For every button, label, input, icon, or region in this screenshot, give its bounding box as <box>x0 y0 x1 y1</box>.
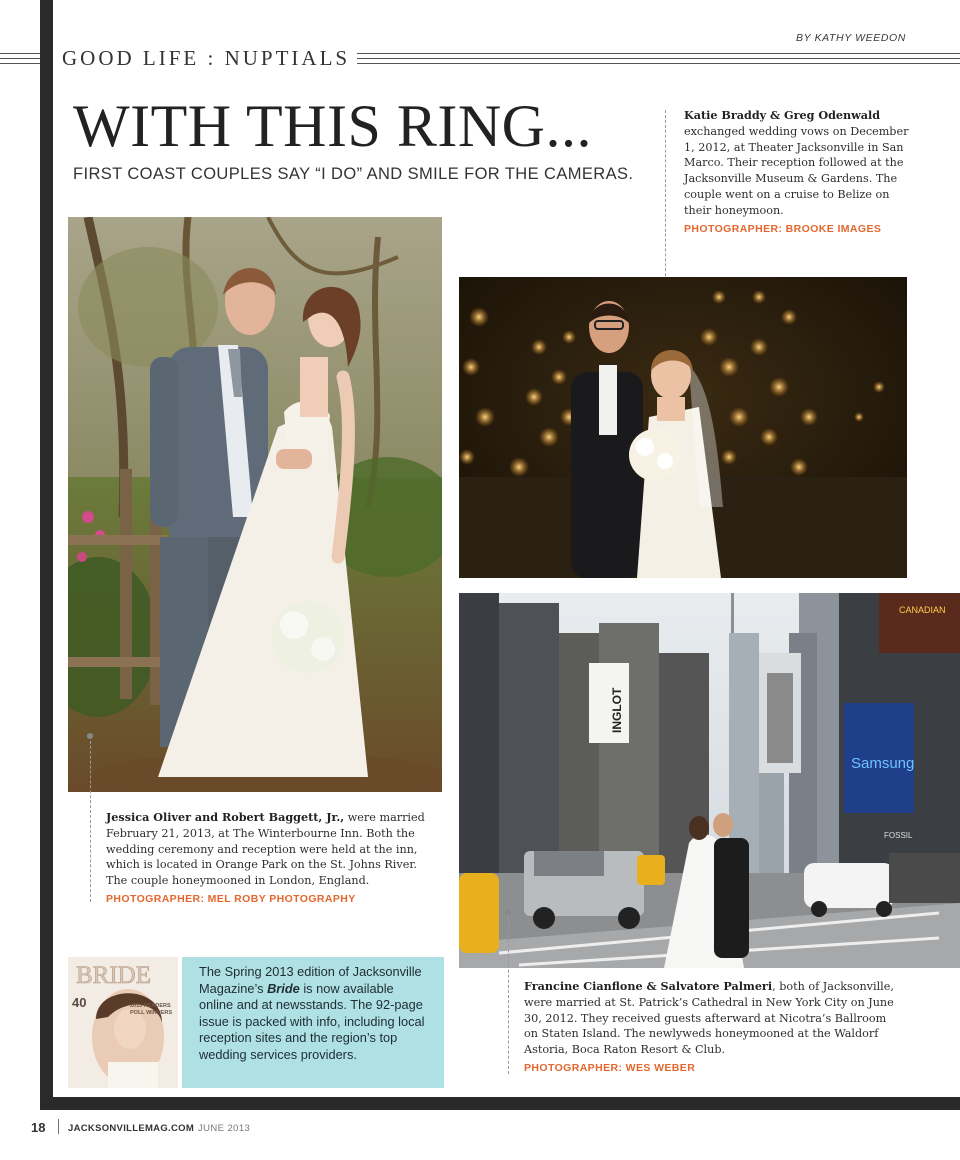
display-sign: Samsung <box>851 755 915 772</box>
caption-text: were married February 21, 2013, at The Winterbourne Inn. Both the wedding ceremony and reception were held at the inn, which is located in Orange Park on the St. Johns River. The couple honeymooned in London, England. <box>106 811 425 888</box>
photographer-credit: PHOTOGRAPHER: BROOKE IMAGES <box>684 222 882 235</box>
footer-issue: JUNE 2013 <box>198 1123 251 1134</box>
photo-times-square-couple <box>459 593 960 968</box>
photographer-credit: PHOTOGRAPHER: MEL ROBY PHOTOGRAPHY <box>106 892 356 905</box>
shop-sign: FOSSIL <box>884 831 913 840</box>
store-sign: INGLOT <box>610 687 624 733</box>
caption-text: , both of Jacksonville, were married at St. Patrick’s Cathedral in New York City on June 30, 2012. They received guests afterward at Nicotra’s Ballroom on Staten Island. The newlyweds honeymooned at the Waldorf Astoria, Boca Raton Resort & Club. <box>524 980 894 1057</box>
couple-names: Jessica Oliver and Robert Baggett, Jr., <box>106 810 345 824</box>
header-rule <box>357 63 960 64</box>
byline: BY KATHY WEEDON <box>796 32 906 44</box>
caption-text: exchanged wedding vows on December 1, 2012, at Theater Jacksonville in San Marco. Their reception followed at the Jacksonville Museum & Gardens. The couple went on a cruise to Belize on their honeymoon. <box>684 124 909 217</box>
page-frame-left <box>40 0 53 1110</box>
promo-magazine-title: Bride <box>267 980 300 996</box>
caption-braddy-odenwald <box>684 108 910 237</box>
photo-garden-couple <box>68 217 442 792</box>
caption-leader-line <box>90 736 91 902</box>
couple-names: Francine Cianflone & Salvatore Palmeri <box>524 979 773 993</box>
promo-text: is now available online and at newsstands. The 92-page issue is packed with info, including local reception sites and the region’s top wedding services providers. <box>199 980 425 1062</box>
caption-oliver-baggett <box>106 810 428 908</box>
cover-line: 2013 READERS <box>130 1003 171 1009</box>
couple-names: Katie Braddy & Greg Odenwald <box>684 108 881 122</box>
cover-number: 40 <box>72 995 87 1010</box>
caption-leader-line <box>508 914 509 1074</box>
header-rule <box>0 58 40 59</box>
header-rule <box>0 63 40 64</box>
headline: WITH THIS RING... <box>73 93 592 159</box>
caption-leader-dot <box>87 733 93 739</box>
page-frame-bottom <box>40 1097 960 1110</box>
header-rule <box>357 58 960 59</box>
header-rule <box>357 53 960 54</box>
ticker-sign: CANADIAN <box>899 605 946 615</box>
deck: FIRST COAST COUPLES SAY “I DO” AND SMILE FOR THE CAMERAS. <box>73 165 634 183</box>
footer-site: JACKSONVILLEMAG.COM <box>68 1123 195 1134</box>
cover-title: BRIDE <box>76 962 151 989</box>
caption-cianflone-palmeri <box>524 979 894 1077</box>
page-number: 18 <box>31 1120 46 1135</box>
header-rule <box>0 53 40 54</box>
caption-leader-line <box>665 110 666 296</box>
footer-divider <box>58 1119 59 1134</box>
section-title: GOOD LIFE : NUPTIALS <box>62 46 351 70</box>
promo-text: The Spring 2013 edition of Jacksonville Magazine’s <box>199 964 422 996</box>
bride-promo-box <box>182 957 444 1088</box>
cover-line: POLL WINNERS <box>130 1010 173 1016</box>
photographer-credit: PHOTOGRAPHER: WES WEBER <box>524 1061 696 1074</box>
photo-night-couple <box>459 277 907 578</box>
bride-magazine-cover <box>68 957 178 1088</box>
